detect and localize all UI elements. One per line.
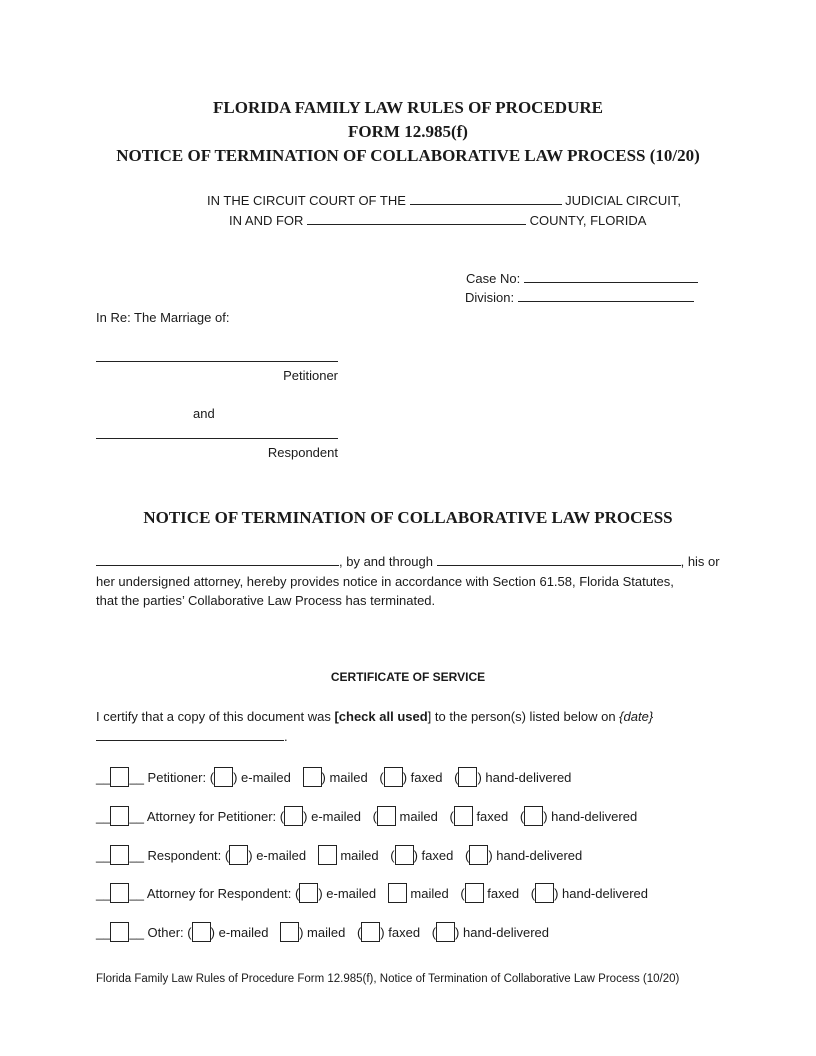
date-field[interactable] <box>96 740 284 741</box>
date-period: . <box>284 729 288 744</box>
date-placeholder: {date} <box>619 709 654 724</box>
mailed-checkbox[interactable] <box>318 845 337 865</box>
recipient-checkbox[interactable] <box>110 922 129 942</box>
mailed-checkbox[interactable] <box>303 767 322 787</box>
emailed-checkbox[interactable] <box>229 845 248 865</box>
mailed-checkbox[interactable] <box>377 806 396 826</box>
faxed-checkbox[interactable] <box>361 922 380 942</box>
court-suffix: JUDICIAL CIRCUIT, <box>565 193 681 208</box>
recipient-label: Petitioner: <box>147 770 207 785</box>
hand-delivered-checkbox[interactable] <box>469 845 488 865</box>
circuit-field[interactable] <box>410 204 562 205</box>
service-row-petitioner: __ __ Petitioner: ( ) e-mailed ) mailed ( ) faxed ( ) hand-delivered <box>96 767 571 787</box>
mailed-checkbox[interactable] <box>388 883 407 903</box>
mailed-label: mailed <box>399 809 438 824</box>
mailed-label: mailed <box>329 770 368 785</box>
recipient-checkbox[interactable] <box>110 845 129 865</box>
petitioner-label: Petitioner <box>283 368 338 383</box>
certificate-text-after: ] to the person(s) listed below on <box>427 709 620 724</box>
hand-delivered-label: hand-delivered <box>462 925 549 940</box>
hand-delivered-label: hand-delivered <box>551 809 638 824</box>
his-or-text: , his or <box>680 554 720 569</box>
emailed-checkbox[interactable] <box>284 806 303 826</box>
recipient-label: Attorney for Petitioner: <box>146 809 277 824</box>
faxed-label: faxed <box>388 925 421 940</box>
recipient-label: Other: <box>147 925 184 940</box>
county-suffix: COUNTY, FLORIDA <box>529 213 647 228</box>
faxed-checkbox[interactable] <box>465 883 484 903</box>
petitioner-name-field[interactable] <box>96 361 338 362</box>
mailed-label: mailed <box>307 925 346 940</box>
emailed-label: e-mailed <box>326 886 377 901</box>
hand-delivered-checkbox[interactable] <box>458 767 477 787</box>
notice-title: NOTICE OF TERMINATION OF COLLABORATIVE LAW PROCESS <box>143 508 673 527</box>
faxed-label: faxed <box>410 770 443 785</box>
hand-delivered-checkbox[interactable] <box>524 806 543 826</box>
hand-delivered-label: hand-delivered <box>485 770 572 785</box>
in-re-label: In Re: The Marriage of: <box>96 310 230 325</box>
form-rules-title: FLORIDA FAMILY LAW RULES OF PROCEDURE <box>213 98 603 117</box>
division-field[interactable] <box>518 301 694 302</box>
certificate-title: CERTIFICATE OF SERVICE <box>330 670 486 684</box>
faxed-label: faxed <box>421 848 454 863</box>
form-title: NOTICE OF TERMINATION OF COLLABORATIVE LAW PROCESS (10/20) <box>116 146 700 165</box>
hand-delivered-checkbox[interactable] <box>436 922 455 942</box>
hand-delivered-label: hand-delivered <box>496 848 583 863</box>
mailed-label: mailed <box>340 848 379 863</box>
emailed-label: e-mailed <box>256 848 307 863</box>
recipient-checkbox[interactable] <box>110 767 129 787</box>
party-name-field[interactable] <box>96 565 339 566</box>
faxed-checkbox[interactable] <box>454 806 473 826</box>
division-label: Division: <box>465 290 515 305</box>
form-number: FORM 12.985(f) <box>348 122 468 141</box>
faxed-label: faxed <box>487 886 520 901</box>
faxed-checkbox[interactable] <box>384 767 403 787</box>
emailed-label: e-mailed <box>218 925 269 940</box>
recipient-checkbox[interactable] <box>110 806 129 826</box>
emailed-checkbox[interactable] <box>214 767 233 787</box>
hand-delivered-label: hand-delivered <box>562 886 649 901</box>
and-label: and <box>193 406 215 421</box>
service-row-other: __ __ Other: ( ) e-mailed ) mailed ( ) faxed ( ) hand-delivered <box>96 922 549 942</box>
notice-line-1 <box>96 554 720 569</box>
respondent-label: Respondent <box>267 445 338 460</box>
notice-line-3: that the parties’ Collaborative Law Process has terminated. <box>96 593 436 608</box>
faxed-checkbox[interactable] <box>395 845 414 865</box>
hand-delivered-checkbox[interactable] <box>535 883 554 903</box>
recipient-label: Respondent: <box>147 848 222 863</box>
case-no-label: Case No: <box>466 271 521 286</box>
emailed-checkbox[interactable] <box>299 883 318 903</box>
emailed-label: e-mailed <box>241 770 291 785</box>
recipient-label: Attorney for Respondent: <box>146 886 292 901</box>
respondent-name-field[interactable] <box>96 438 338 439</box>
emailed-checkbox[interactable] <box>192 922 211 942</box>
county-line <box>229 213 646 228</box>
county-field[interactable] <box>307 224 526 225</box>
case-no-line <box>466 271 698 286</box>
attorney-name-field[interactable] <box>437 565 681 566</box>
emailed-label: e-mailed <box>311 809 361 824</box>
county-prefix: IN AND FOR <box>229 213 304 228</box>
certificate-text-before: I certify that a copy of this document was <box>96 709 335 724</box>
faxed-label: faxed <box>476 809 509 824</box>
service-row-attorney-petitioner: __ __ Attorney for Petitioner: ( ) e-mailed ( mailed ( faxed ( ) hand-delivered <box>96 806 637 826</box>
court-line <box>207 193 681 208</box>
certificate-text <box>96 709 653 724</box>
service-row-attorney-respondent: __ __ Attorney for Respondent: ( ) e-mailed mailed ( faxed ( ) hand-delivered <box>96 883 648 903</box>
case-no-field[interactable] <box>524 282 698 283</box>
mailed-checkbox[interactable] <box>280 922 299 942</box>
by-through-text: , by and through <box>339 554 433 569</box>
court-prefix: IN THE CIRCUIT COURT OF THE <box>207 193 406 208</box>
division-line <box>465 290 694 305</box>
certificate-text-bold: [check all used <box>334 709 428 724</box>
service-row-respondent: __ __ Respondent: ( ) e-mailed mailed ( ) faxed ( ) hand-delivered <box>96 845 582 865</box>
mailed-label: mailed <box>410 886 449 901</box>
page-footer: Florida Family Law Rules of Procedure Form 12.985(f), Notice of Termination of Collaborative Law Process (10/20) <box>96 973 680 985</box>
recipient-checkbox[interactable] <box>110 883 129 903</box>
date-line <box>96 729 288 744</box>
notice-line-2: her undersigned attorney, hereby provides notice in accordance with Section 61.58, Florida Statutes, <box>96 574 674 589</box>
